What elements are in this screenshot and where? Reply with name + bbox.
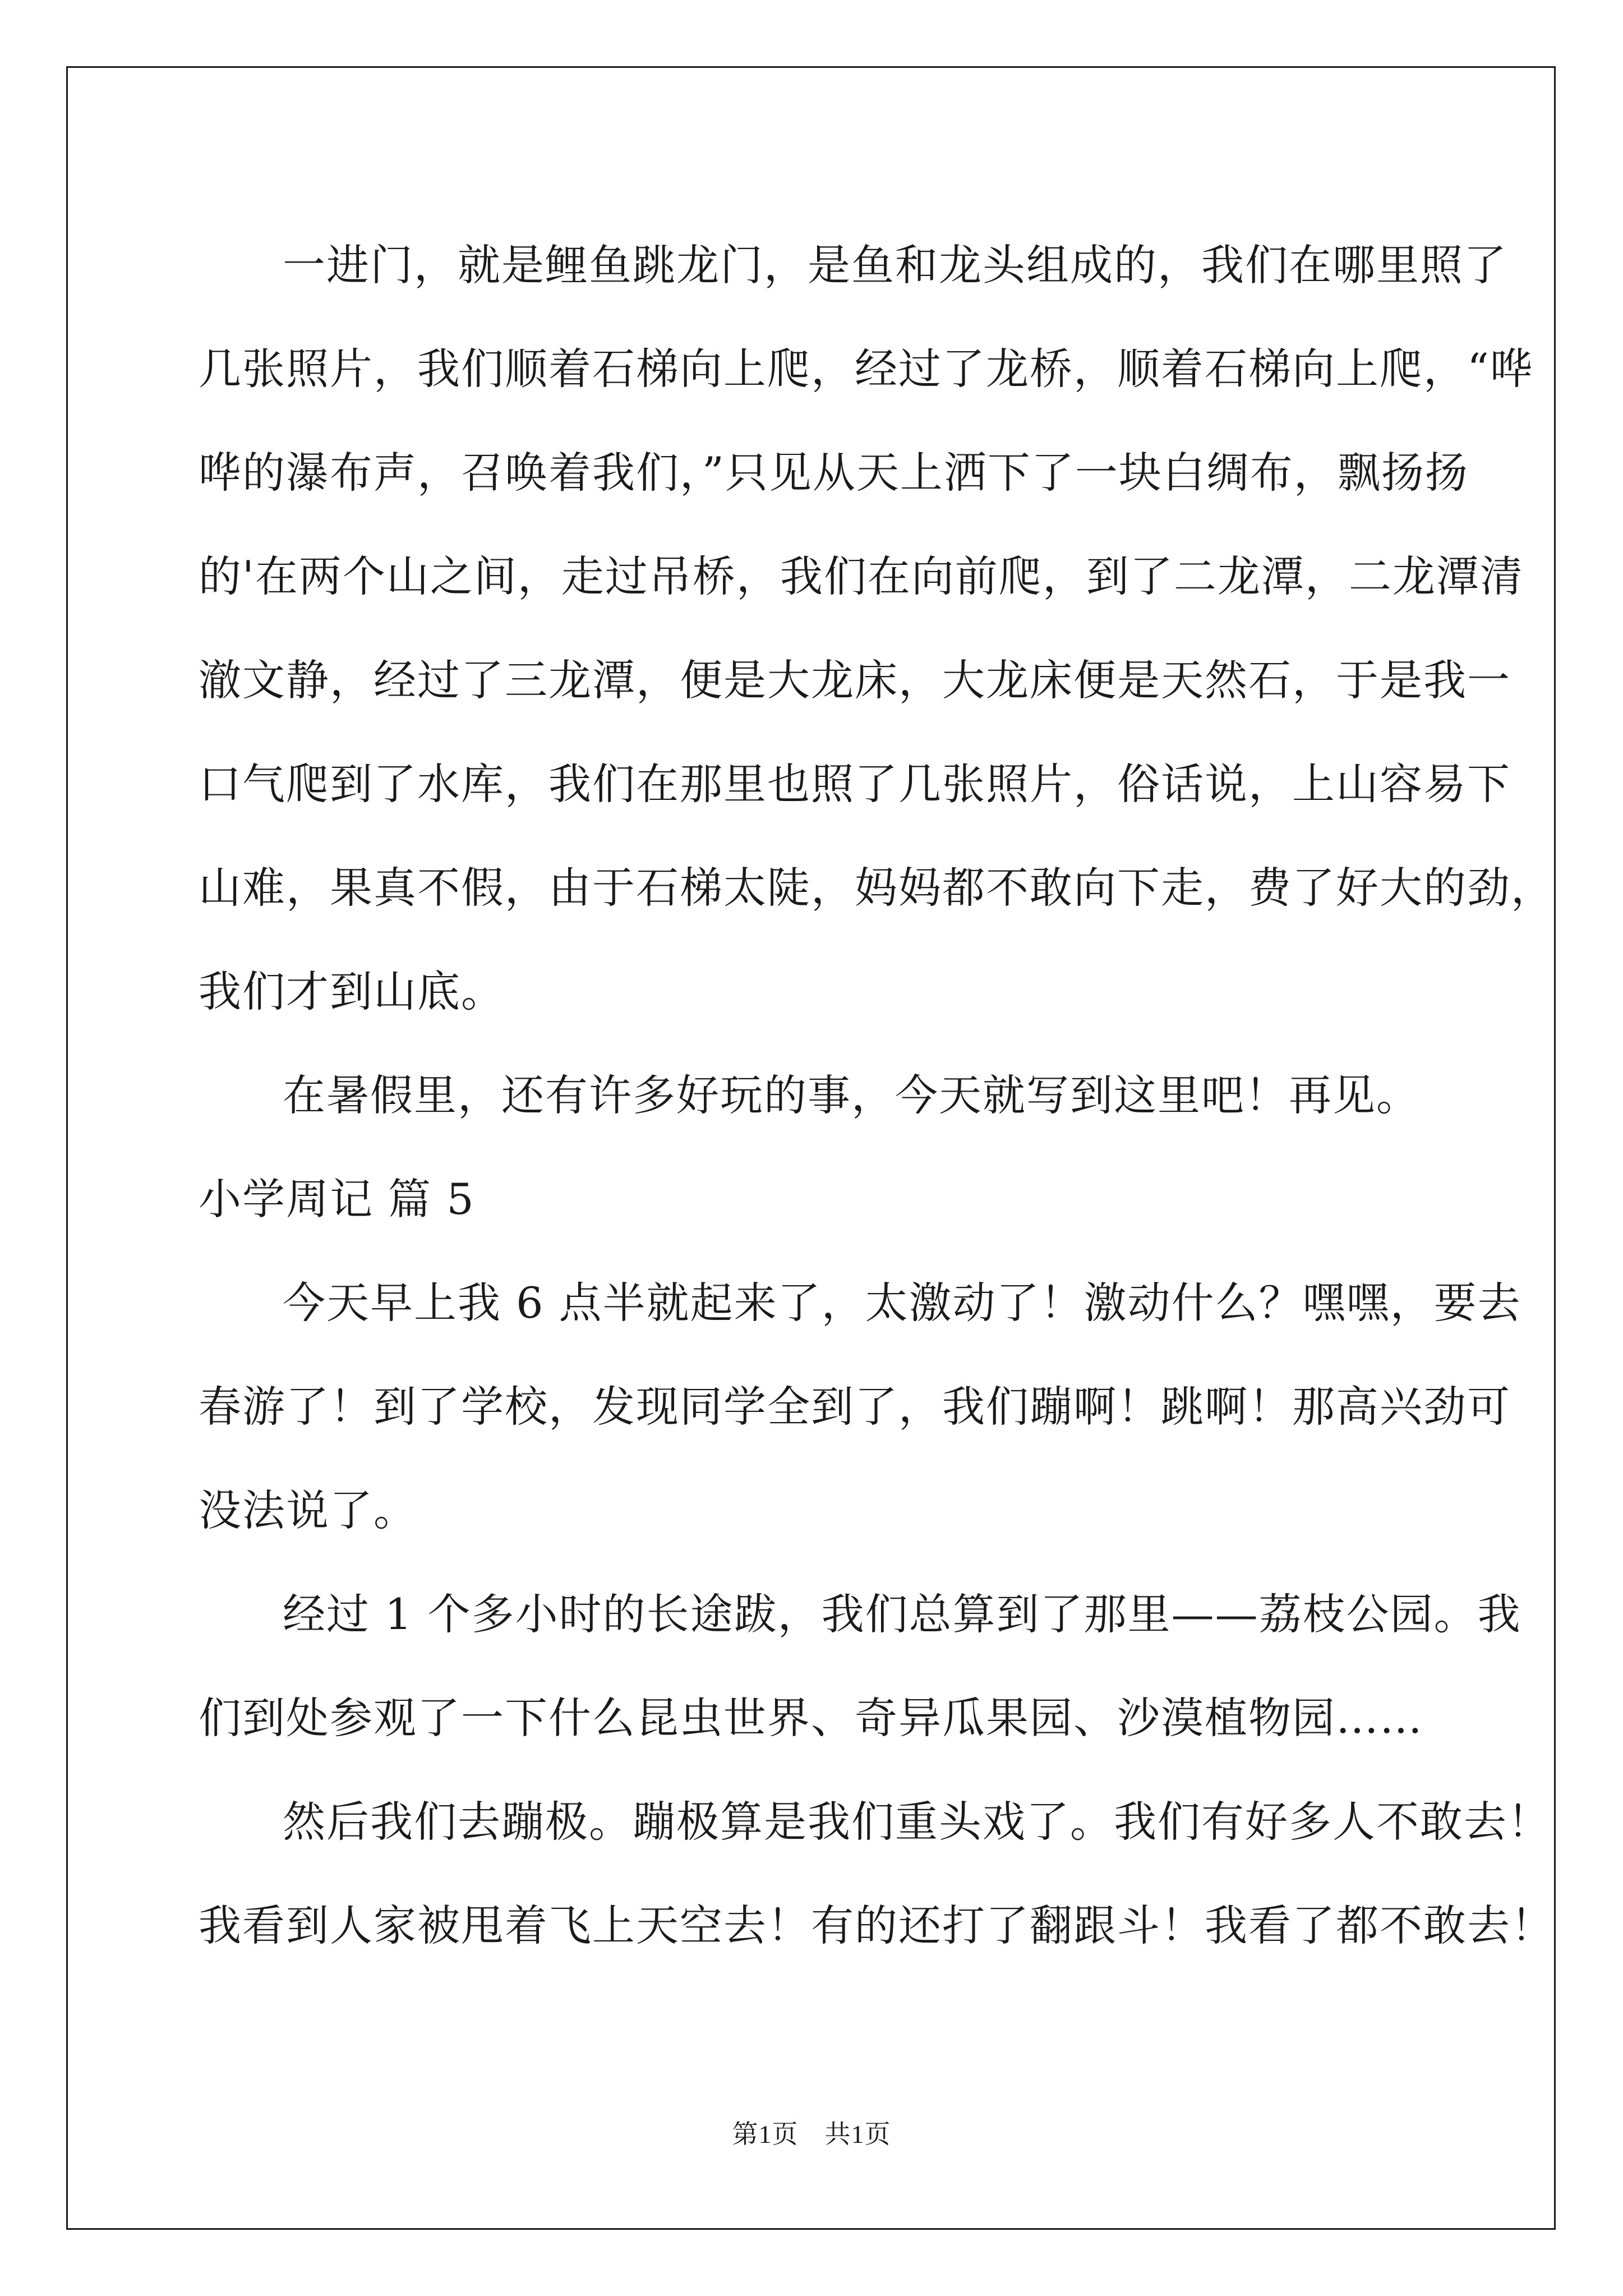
text-line: 我看到人家被甩着飞上天空去！有的还打了翻跟斗！我看了都不敢去！ xyxy=(199,1901,1555,1950)
text-line: 的'在两个山之间，走过吊桥，我们在向前爬，到了二龙潭，二龙潭清 xyxy=(199,551,1524,601)
page-number: 第1页 共1页 xyxy=(732,2120,891,2148)
text-line: 哗的瀑布声，召唤着我们，”只见从天上洒下了一块白绸布，飘扬扬 xyxy=(199,448,1469,498)
text-line: 经过 1 个多小时的长途跋，我们总算到了那里——荔枝公园。我 xyxy=(283,1589,1521,1639)
text-line: 在暑假里，还有许多好玩的事，今天就写到这里吧！再见。 xyxy=(283,1070,1420,1120)
text-line: 我们才到山底。 xyxy=(199,967,505,1016)
text-line: 然后我们去蹦极。蹦极算是我们重头戏了。我们有好多人不敢去！ xyxy=(283,1797,1551,1847)
text-line: 几张照片，我们顺着石梯向上爬，经过了龙桥，顺着石梯向上爬，“哗 xyxy=(199,344,1534,394)
text-line: 山难，果真不假，由于石梯太陡，妈妈都不敢向下走，费了好大的劲， xyxy=(199,863,1555,913)
text-line: 们到处参观了一下什么昆虫世界、奇异瓜果园、沙漠植物园…… xyxy=(199,1693,1423,1743)
section-heading: 小学周记 篇 5 xyxy=(199,1174,475,1224)
text-line: 澈文静，经过了三龙潭，便是大龙床，大龙床便是天然石，于是我一 xyxy=(199,655,1511,705)
text-line: 口气爬到了水库，我们在那里也照了几张照片，俗话说，上山容易下 xyxy=(199,759,1511,809)
text-line: 没法说了。 xyxy=(199,1485,417,1535)
text-line: 春游了！到了学校，发现同学全到了，我们蹦啊！跳啊！那高兴劲可 xyxy=(199,1382,1511,1432)
text-line: 今天早上我 6 点半就起来了，太激动了！激动什么？嘿嘿，要去 xyxy=(283,1278,1521,1328)
text-line: 一进门，就是鲤鱼跳龙门，是鱼和龙头组成的，我们在哪里照了 xyxy=(283,240,1507,290)
document-body xyxy=(199,213,1555,1977)
